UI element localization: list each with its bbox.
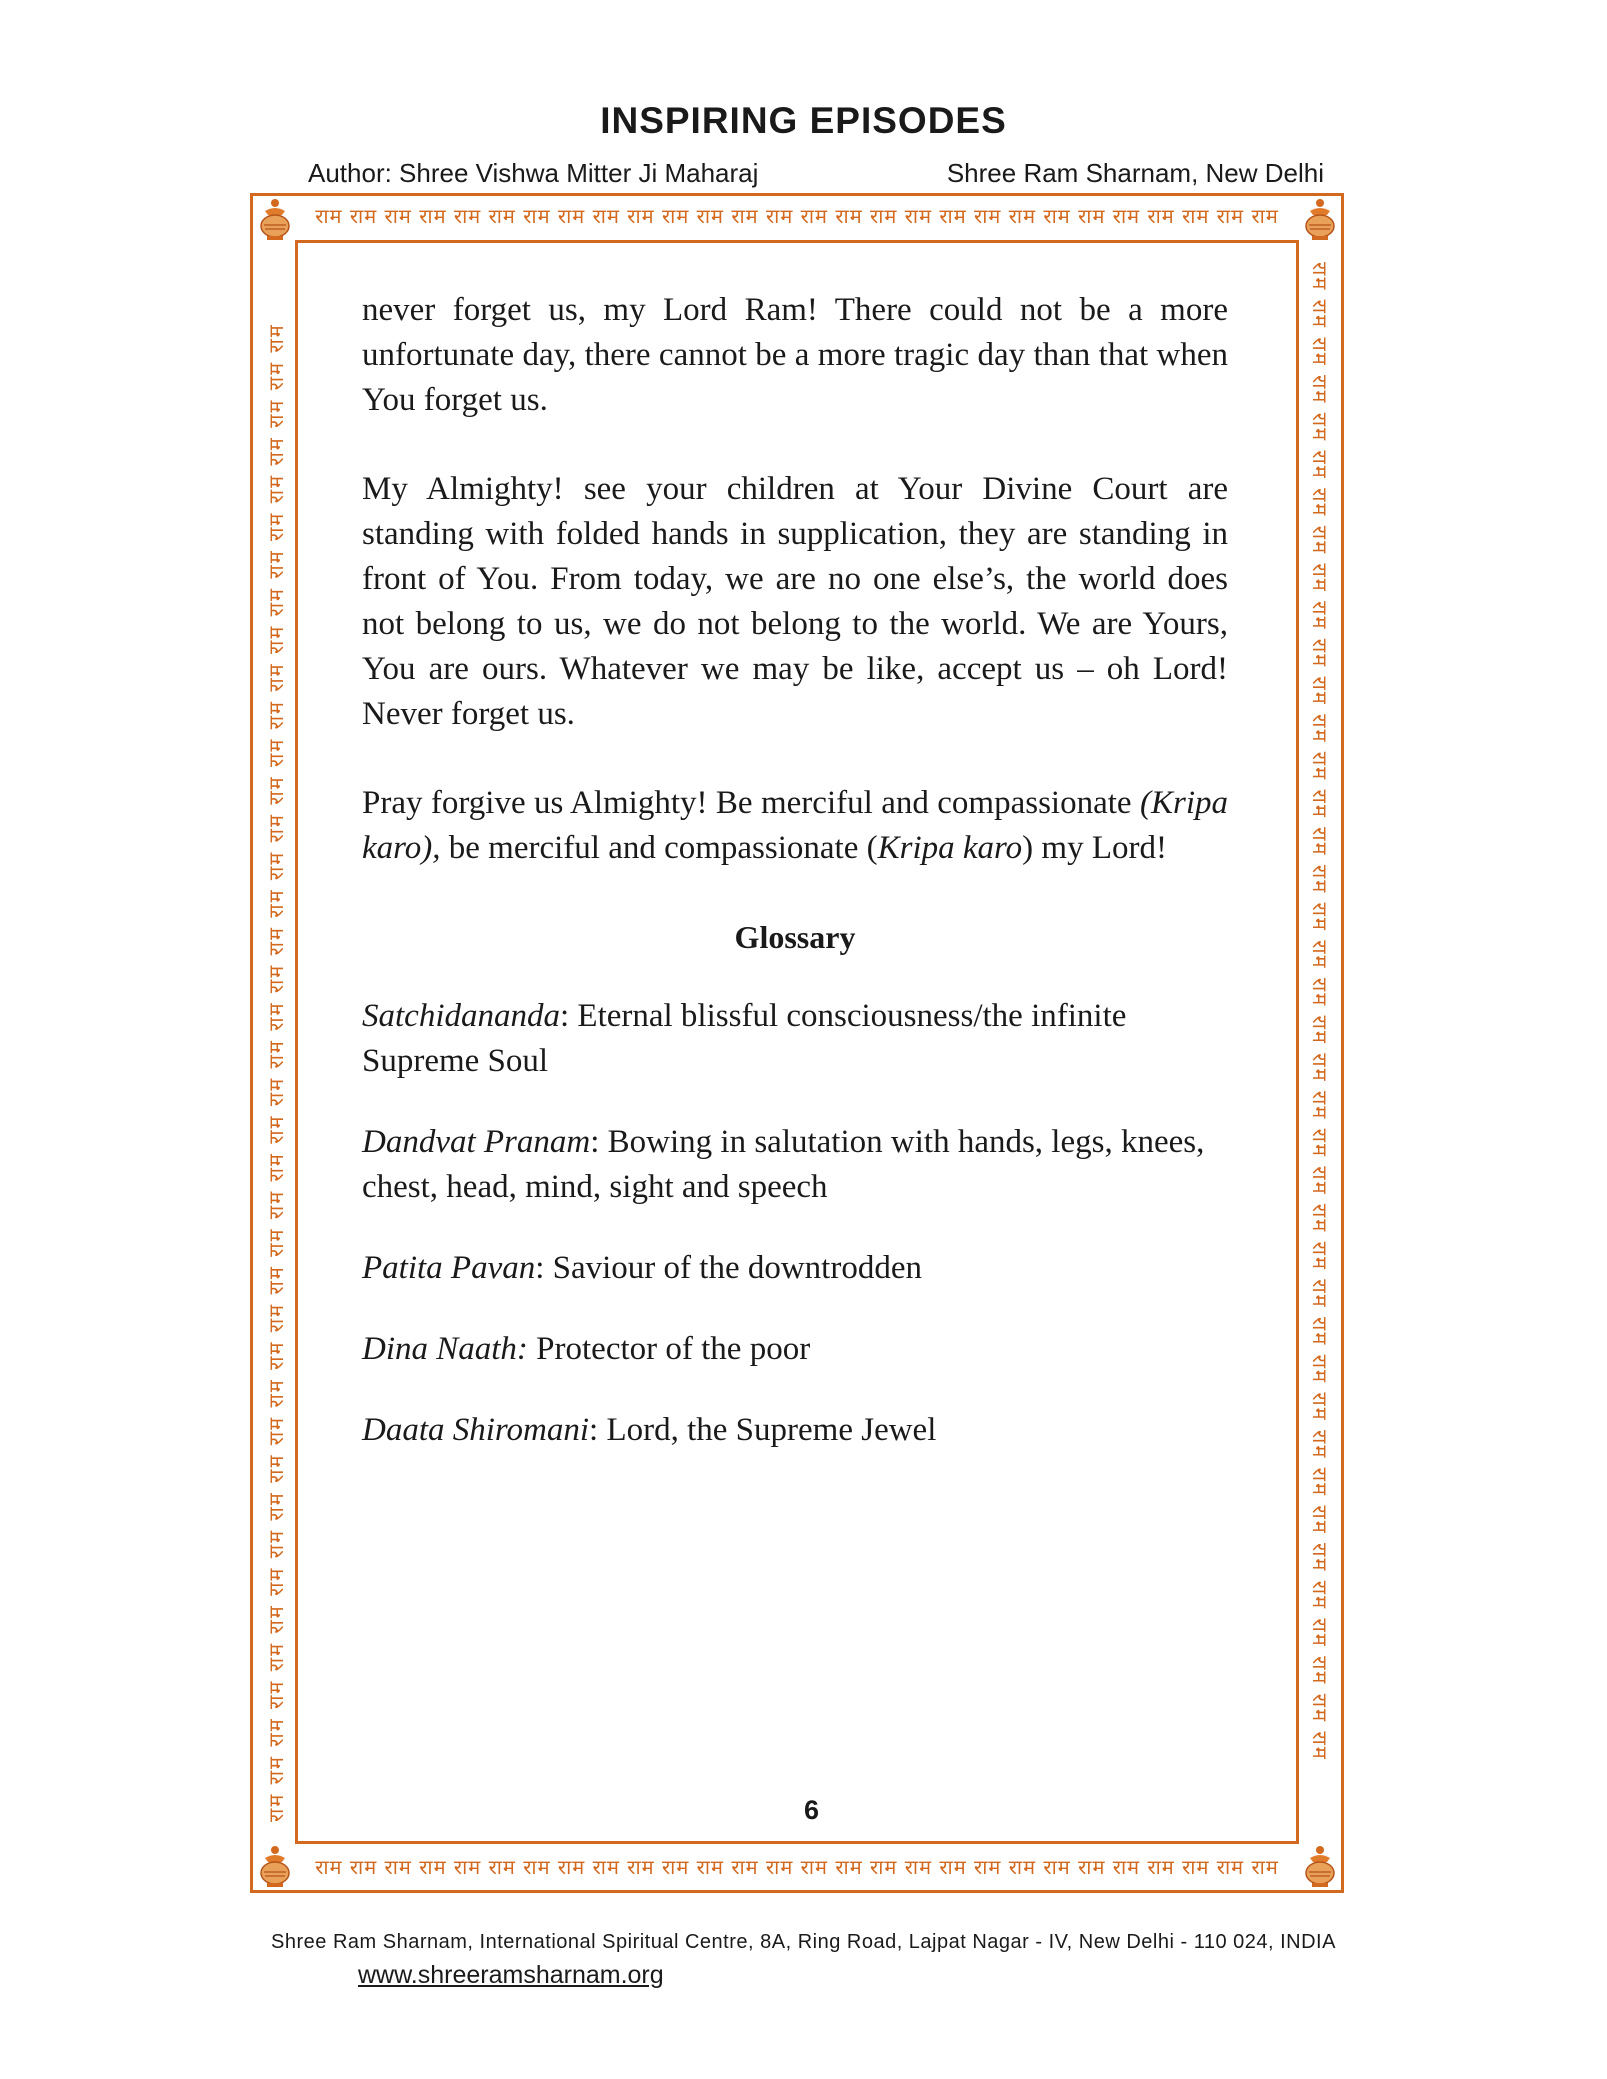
glossary-item: Patita Pavan: Saviour of the downtrodden <box>362 1250 922 1286</box>
author-line: Author: Shree Vishwa Mitter Ji Maharaj <box>308 158 759 188</box>
kalash-icon <box>1300 197 1340 241</box>
glossary-item: Satchidananda: Eternal blissful consciousness/the infinite Supreme Soul <box>362 998 1127 1079</box>
glossary-item: Dandvat Pranam: Bowing in salutation with hands, legs, knees, chest, head, mind, sight and speech <box>362 1124 1205 1205</box>
page-number: 6 <box>803 1795 820 1825</box>
kalash-icon <box>255 197 295 241</box>
border-text-bottom: राम राम राम राम राम राम राम राम राम राम राम राम राम राम राम राम राम राम राम राम राम राम राम राम राम राम राम राम <box>315 1855 1279 1879</box>
border-text-left: राम राम राम राम राम राम राम राम राम राम राम राम राम राम राम राम राम राम राम राम राम राम राम राम राम राम राम राम राम राम राम राम राम राम राम राम राम राम राम राम <box>264 323 288 1822</box>
paragraph: never forget us, my Lord Ram! There could not be a more unfortunate day, there cannot be a more tragic day than that when You forget us. <box>362 292 1228 418</box>
border-text-right: राम राम राम राम राम राम राम राम राम राम राम राम राम राम राम राम राम राम राम राम राम राम राम राम राम राम राम राम राम राम राम राम राम राम राम राम राम राम राम राम <box>1308 262 1332 1761</box>
document-title: INSPIRING EPISODES <box>600 100 1007 141</box>
kalash-icon <box>1300 1844 1340 1888</box>
kalash-icon <box>255 1844 295 1888</box>
glossary-list <box>362 994 1228 1453</box>
glossary-heading: Glossary <box>734 919 856 955</box>
main-content <box>362 288 1228 1489</box>
border-text-top: राम राम राम राम राम राम राम राम राम राम राम राम राम राम राम राम राम राम राम राम राम राम राम राम राम राम राम राम <box>315 204 1279 228</box>
organization-line: Shree Ram Sharnam, New Delhi <box>946 158 1324 188</box>
paragraph: My Almighty! see your children at Your Divine Court are standing with folded hands in supplication, they are standing in front of You. From today, we are no one else’s, the world does not belong to us, we do not belong to the world. We are Yours, You are ours. Whatever we may be like, accept us – oh Lord! Never forget us. <box>362 471 1228 732</box>
glossary-item: Daata Shiromani: Lord, the Supreme Jewel <box>362 1412 937 1448</box>
website-link[interactable]: www.shreeramsharnam.org <box>358 1961 664 1989</box>
glossary-item: Dina Naath: Protector of the poor <box>362 1331 811 1367</box>
footer-address: Shree Ram Sharnam, International Spiritual Centre, 8A, Ring Road, Lajpat Nagar - IV, New Delhi - 110 024, INDIA <box>271 1931 1336 1953</box>
paragraph: Pray forgive us Almighty! Be merciful and compassionate (Kripa karo), be merciful and compassionate (Kripa karo) my Lord! <box>362 785 1228 866</box>
